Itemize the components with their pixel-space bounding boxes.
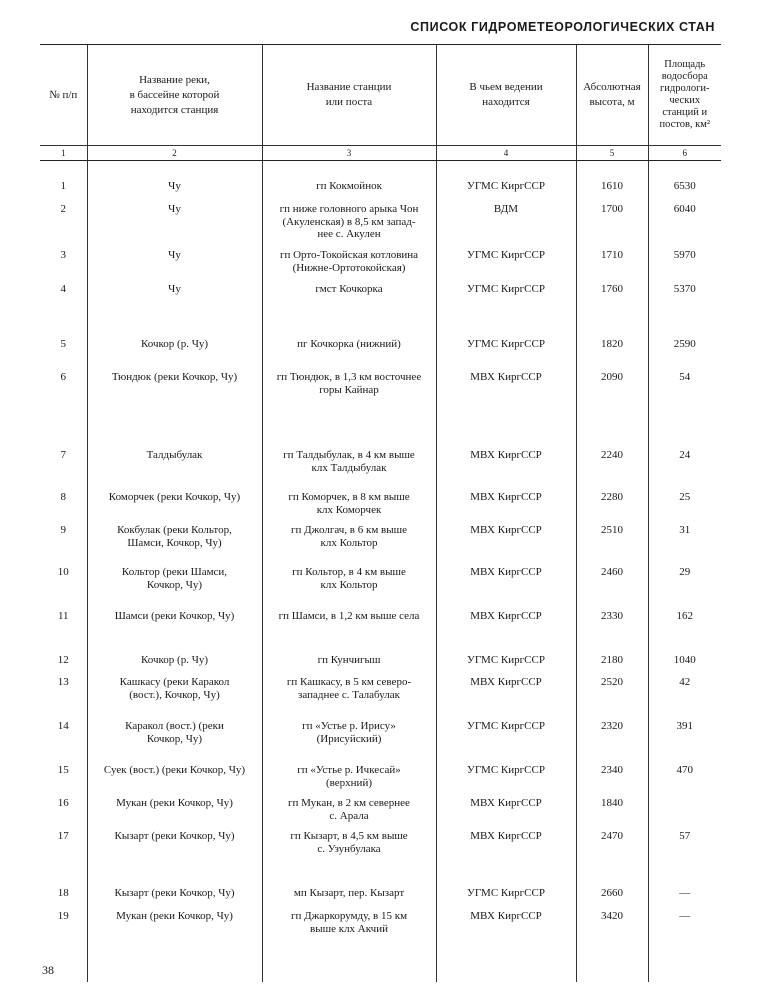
agency: МВХ КиргССР [436, 491, 576, 524]
station-name: гп Кызарт, в 4,5 км выше с. Узунбулака [262, 830, 436, 887]
station-name: гп «Устье р. Ирису» (Ирисуйский) [262, 720, 436, 764]
catchment-area: 6530 [648, 180, 721, 203]
station-name: гп Джаркорумду, в 15 км выше клх Акчий [262, 910, 436, 942]
page-title: СПИСОК ГИДРОМЕТЕОРОЛОГИЧЕСКИХ СТАН [410, 20, 715, 34]
river-name: Талдыбулак [87, 449, 262, 491]
table-row [40, 797, 721, 830]
row-number: 2 [60, 203, 66, 215]
row-number: 11 [57, 610, 69, 622]
table-row [40, 449, 721, 491]
catchment-area: 54 [648, 371, 721, 449]
catchment-area: 162 [648, 610, 721, 654]
river-name: Мукан (реки Кочкор, Чу) [87, 797, 262, 830]
table-body [40, 161, 721, 983]
catchment-area: 1040 [648, 654, 721, 676]
river-name: Чу [87, 180, 262, 203]
river-name: Чу [87, 249, 262, 283]
river-name: Кочкор (р. Чу) [87, 338, 262, 371]
agency: МВХ КиргССР [436, 610, 576, 654]
river-name: Кызарт (реки Кочкор, Чу) [87, 887, 262, 910]
agency: УГМС КиргССР [436, 338, 576, 371]
river-name: Кочкор (р. Чу) [87, 654, 262, 676]
agency: МВХ КиргССР [436, 676, 576, 720]
table-row [40, 910, 721, 942]
spacer-cell [262, 161, 436, 181]
agency: МВХ КиргССР [436, 830, 576, 887]
table-row [40, 338, 721, 371]
column-number: 3 [262, 146, 436, 161]
catchment-area: 42 [648, 676, 721, 720]
agency: МВХ КиргССР [436, 566, 576, 610]
row-number: 19 [57, 910, 69, 922]
altitude: 2520 [576, 676, 648, 720]
table-tail-row [40, 942, 721, 982]
river-name: Кызарт (реки Кочкор, Чу) [87, 830, 262, 887]
row-number: 15 [57, 764, 69, 776]
row-number: 16 [57, 797, 69, 809]
row-number: 17 [57, 830, 69, 842]
row-number: 7 [60, 449, 66, 461]
column-number: 5 [576, 146, 648, 161]
agency: МВХ КиргССР [436, 797, 576, 830]
spacer-cell [436, 161, 576, 181]
table-row [40, 180, 721, 203]
row-number: 8 [60, 491, 66, 503]
altitude: 2330 [576, 610, 648, 654]
table-row [40, 249, 721, 283]
agency: УГМС КиргССР [436, 887, 576, 910]
row-number: 6 [60, 371, 66, 383]
row-number: 4 [60, 283, 66, 295]
table-row [40, 203, 721, 249]
tail-cell [648, 942, 721, 982]
station-name: гп Орто-Токойская котловина (Нижне-Ортотокойская) [262, 249, 436, 283]
altitude: 2460 [576, 566, 648, 610]
catchment-area: 29 [648, 566, 721, 610]
station-name: гп Талдыбулак, в 4 км выше клх Талдыбулак [262, 449, 436, 491]
altitude: 1820 [576, 338, 648, 371]
table-row [40, 654, 721, 676]
agency: ВДМ [436, 203, 576, 249]
table-row [40, 830, 721, 887]
tail-cell [87, 942, 262, 982]
station-name: гп Кокмойнок [262, 180, 436, 203]
catchment-area: 5970 [648, 249, 721, 283]
altitude: 1840 [576, 797, 648, 830]
agency: МВХ КиргССР [436, 371, 576, 449]
agency: МВХ КиргССР [436, 449, 576, 491]
row-number: 5 [60, 338, 66, 350]
station-name: гп «Устье р. Ичкесай» (верхний) [262, 764, 436, 797]
altitude: 1700 [576, 203, 648, 249]
table-row [40, 491, 721, 524]
tail-cell [262, 942, 436, 982]
table-row [40, 887, 721, 910]
river-name: Кольтор (реки Шамси, Кочкор, Чу) [87, 566, 262, 610]
station-name: мп Кызарт, пер. Кызарт [262, 887, 436, 910]
spacer-cell [576, 161, 648, 181]
river-name: Каракол (вост.) (реки Кочкор, Чу) [87, 720, 262, 764]
altitude: 2660 [576, 887, 648, 910]
river-name: Коморчек (реки Кочкор, Чу) [87, 491, 262, 524]
column-number: 2 [87, 146, 262, 161]
spacer-cell [87, 161, 262, 181]
row-number: 9 [60, 524, 66, 536]
altitude: 2320 [576, 720, 648, 764]
catchment-area: 25 [648, 491, 721, 524]
header-altitude: Абсолютная высота, м [576, 45, 648, 146]
header-station: Название станции или поста [262, 45, 436, 146]
river-name: Суек (вост.) (реки Кочкор, Чу) [87, 764, 262, 797]
altitude: 3420 [576, 910, 648, 942]
station-name: гп Кунчигыш [262, 654, 436, 676]
catchment-area: 391 [648, 720, 721, 764]
table-row [40, 676, 721, 720]
catchment-area: 470 [648, 764, 721, 797]
river-name: Кокбулак (реки Кольтор, Шамси, Кочкор, Чу) [87, 524, 262, 566]
catchment-area [648, 797, 721, 830]
table-row [40, 720, 721, 764]
river-name: Мукан (реки Кочкор, Чу) [87, 910, 262, 942]
altitude: 2090 [576, 371, 648, 449]
agency: УГМС КиргССР [436, 249, 576, 283]
table-row [40, 566, 721, 610]
header-river: Название реки, в бассейне которой находится станция [87, 45, 262, 146]
catchment-area: 24 [648, 449, 721, 491]
table-row [40, 371, 721, 449]
catchment-area: 31 [648, 524, 721, 566]
river-name: Шамси (реки Кочкор, Чу) [87, 610, 262, 654]
station-name: гп Джолгач, в 6 км выше клх Кольтор [262, 524, 436, 566]
spacer-cell [40, 161, 87, 181]
table-row [40, 764, 721, 797]
column-number: 1 [40, 146, 87, 161]
catchment-area: 6040 [648, 203, 721, 249]
table-row [40, 610, 721, 654]
column-number-row [40, 146, 721, 161]
station-name: гп Мукан, в 2 км севернее с. Арала [262, 797, 436, 830]
altitude: 1710 [576, 249, 648, 283]
river-name: Чу [87, 203, 262, 249]
header-area: Площадь водосбора гидрологи- ческих станций и постов, км² [648, 45, 721, 146]
altitude: 2510 [576, 524, 648, 566]
station-name: гмст Кочкорка [262, 283, 436, 338]
agency: УГМС КиргССР [436, 283, 576, 338]
agency: УГМС КиргССР [436, 764, 576, 797]
catchment-area: — [648, 887, 721, 910]
row-number: 14 [57, 720, 69, 732]
altitude: 1760 [576, 283, 648, 338]
station-name: гп Шамси, в 1,2 км выше села [262, 610, 436, 654]
river-name: Кашкасу (реки Каракол (вост.), Кочкор, Чу) [87, 676, 262, 720]
column-number: 6 [648, 146, 721, 161]
header-agency: В чьем ведении находится [436, 45, 576, 146]
altitude: 2470 [576, 830, 648, 887]
row-number: 13 [57, 676, 69, 688]
header-num: № п/п [40, 45, 87, 146]
station-name: гп Кольтор, в 4 км выше клх Кольтор [262, 566, 436, 610]
row-number: 1 [60, 180, 66, 192]
station-name: гп Коморчек, в 8 км выше клх Коморчек [262, 491, 436, 524]
station-name: гп ниже головного арыка Чон (Акуленская) в 8,5 км запад- нее с. Акулен [262, 203, 436, 249]
row-number: 3 [60, 249, 66, 261]
station-name: гп Тюндюк, в 1,3 км восточнее горы Кайнар [262, 371, 436, 449]
column-number: 4 [436, 146, 576, 161]
catchment-area: 5370 [648, 283, 721, 338]
altitude: 2240 [576, 449, 648, 491]
agency: УГМС КиргССР [436, 654, 576, 676]
table-row [40, 524, 721, 566]
spacer-cell [648, 161, 721, 181]
river-name: Тюндюк (реки Кочкор, Чу) [87, 371, 262, 449]
altitude: 2180 [576, 654, 648, 676]
altitude: 2340 [576, 764, 648, 797]
tail-cell [436, 942, 576, 982]
spacer-row [40, 161, 721, 181]
row-number: 18 [57, 887, 69, 899]
catchment-area: 57 [648, 830, 721, 887]
page-number: 38 [42, 963, 54, 977]
table-row [40, 283, 721, 338]
agency: МВХ КиргССР [436, 524, 576, 566]
row-number: 12 [57, 654, 69, 666]
stations-table [40, 44, 721, 982]
river-name: Чу [87, 283, 262, 338]
tail-cell [576, 942, 648, 982]
station-name: пг Кочкорка (нижний) [262, 338, 436, 371]
station-name: гп Кашкасу, в 5 км северо- западнее с. Талабулак [262, 676, 436, 720]
catchment-area: — [648, 910, 721, 942]
catchment-area: 2590 [648, 338, 721, 371]
row-number: 10 [57, 566, 69, 578]
header-row [40, 45, 721, 146]
agency: УГМС КиргССР [436, 180, 576, 203]
altitude: 2280 [576, 491, 648, 524]
agency: МВХ КиргССР [436, 910, 576, 942]
agency: УГМС КиргССР [436, 720, 576, 764]
altitude: 1610 [576, 180, 648, 203]
